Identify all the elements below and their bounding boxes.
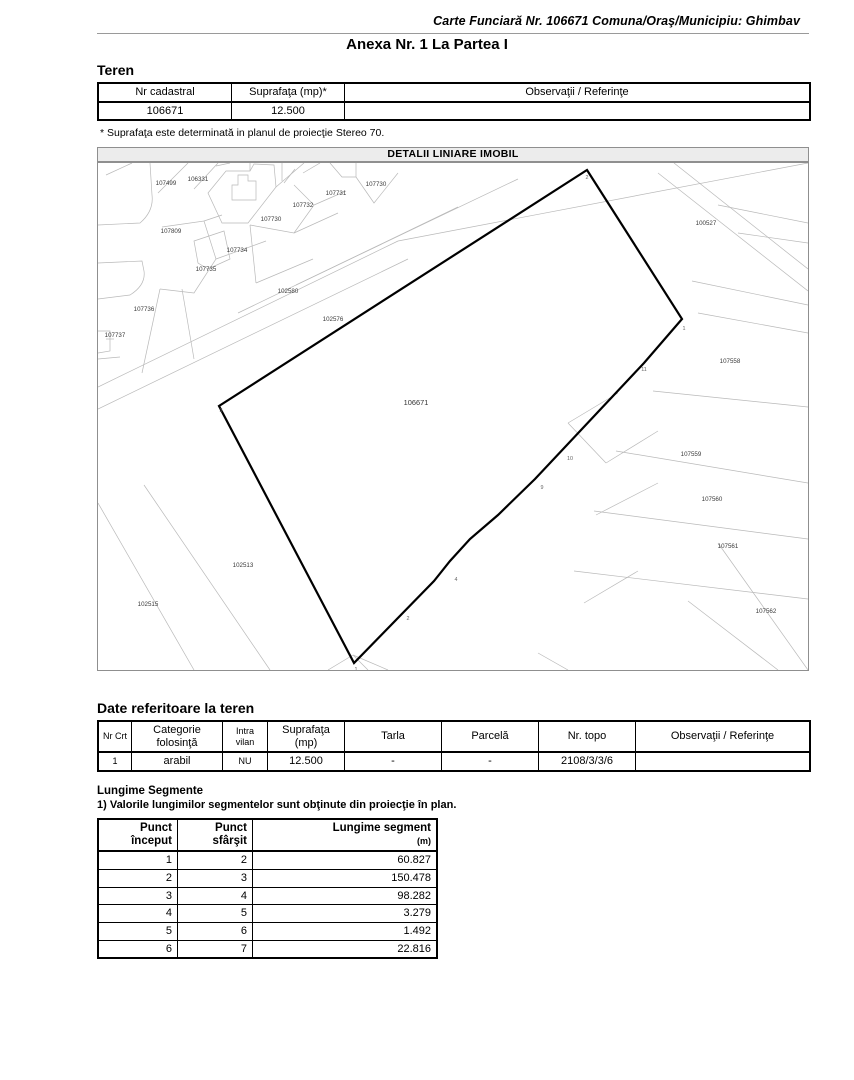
neighbor-parcel-label: 107734 [226,247,248,254]
cell-punct-sfarsit: 4 [178,887,253,905]
cadastral-map [97,147,809,671]
cell-lungime-segment: 1.492 [253,923,438,941]
neighbor-parcel-label: 106331 [187,176,209,183]
col-lungime-unit: (m) [417,836,431,847]
cell-punct-sfarsit: 3 [178,870,253,888]
map-vertex-labels [220,175,686,670]
neighbor-parcel-label: 102576 [322,316,344,323]
cell-punct-inceput: 2 [98,870,178,888]
cell-punct-inceput: 4 [98,905,178,923]
cell-categorie: arabil [132,752,223,771]
table-row [98,752,810,771]
col-punct-sfarsit: Punct sfârşit [178,819,253,851]
neighbor-parcel-label: 107809 [160,228,182,235]
map-vector [98,163,808,670]
cell-punct-inceput: 5 [98,923,178,941]
table-row [98,923,437,941]
neighbor-parcel-label: 107499 [155,180,177,187]
parcel-vertex-label: 10 [567,456,573,462]
cell-intravilan: NU [223,752,268,771]
cell-tarla: - [345,752,442,771]
date-teren-title: Date referitoare la teren [97,700,255,716]
cell-punct-inceput: 3 [98,887,178,905]
neighbor-parcel-label: 107731 [325,190,347,197]
cell-nr-crt: 1 [98,752,132,771]
col-observatii: Observaţii / Referinţe [345,83,811,102]
table-row [98,940,437,958]
parcel-vertex-label: 2 [406,616,410,622]
cell-observatii [345,102,811,121]
cell-lungime-segment: 150.478 [253,870,438,888]
neighbor-parcel-label: 102580 [277,288,299,295]
teren-section-title: Teren [97,62,135,78]
col-punct-inceput: Punct început [98,819,178,851]
cell-parcela: - [442,752,539,771]
teren-footnote: * Suprafaţa este determinată in planul de proiecţie Stereo 70. [100,127,385,139]
col-nr-crt: Nr Crt [98,721,132,752]
cell-lungime-segment: 3.279 [253,905,438,923]
table-row [98,102,810,121]
cell-punct-sfarsit: 7 [178,940,253,958]
neighbor-parcel-label: 102515 [137,601,159,608]
cell-lungime-segment: 22.816 [253,940,438,958]
cell-punct-inceput: 1 [98,851,178,869]
parcel-vertex-label: 3 [219,408,223,414]
neighbor-parcel-label: 107561 [717,543,739,550]
col-lungime-segment [253,819,438,851]
main-parcel-outline [219,170,682,663]
neighbor-parcel-label: 107558 [719,358,741,365]
table-row [98,887,437,905]
neighbor-parcel-label: 102513 [232,562,254,569]
cell-lungime-segment: 98.282 [253,887,438,905]
col-lungime-label: Lungime segment [332,822,431,834]
main-parcel-label: 106671 [403,398,429,407]
table-header-row [98,819,437,851]
header-divider [97,33,809,34]
col-intravilan: Intra vilan [223,721,268,752]
col-suprafata: Suprafaţa (mp) [268,721,345,752]
neighbor-parcel-label: 100527 [695,220,717,227]
page-title: Anexa Nr. 1 La Partea I [346,36,508,53]
col-nr-topo: Nr. topo [539,721,636,752]
table-header-row [98,721,810,752]
col-suprafata: Suprafaţa (mp)* [232,83,345,102]
segment-rows [98,851,437,958]
parcel-vertex-label: 9 [540,485,544,491]
neighbor-parcel-label: 107737 [104,332,126,339]
neighbor-parcel-label: 107730 [365,181,387,188]
neighbor-parcel-label: 107735 [195,266,217,273]
teren-table [97,82,811,121]
cell-nr-topo: 2108/3/3/6 [539,752,636,771]
map-title-bar: DETALII LINIARE IMOBIL [97,147,809,162]
neighbor-parcel-lines [98,163,808,670]
col-nr-cadastral: Nr cadastral [98,83,232,102]
table-row [98,905,437,923]
table-header-row [98,83,810,102]
table-row [98,870,437,888]
cell-punct-inceput: 6 [98,940,178,958]
date-teren-table [97,720,811,772]
cell-nr-cadastral: 106671 [98,102,232,121]
cell-lungime-segment: 60.827 [253,851,438,869]
cell-punct-sfarsit: 2 [178,851,253,869]
neighbor-parcel-label: 107560 [701,496,723,503]
cell-punct-sfarsit: 5 [178,905,253,923]
parcel-vertex-label: 2 [585,175,589,181]
neighbor-parcel-label: 107559 [680,451,702,458]
neighbor-parcel-label: 107562 [755,608,777,615]
neighbor-parcel-label: 107736 [133,306,155,313]
cell-observatii [636,752,811,771]
cell-suprafata: 12.500 [232,102,345,121]
parcel-vertex-label: 4 [454,577,458,583]
carte-funciara-header: Carte Funciară Nr. 106671 Comuna/Oraş/Municipiu: Ghimbav [433,14,800,28]
map-neighbor-labels [105,176,777,615]
parcel-vertex-label: 1 [682,326,686,332]
col-tarla: Tarla [345,721,442,752]
col-observatii: Observaţii / Referinţe [636,721,811,752]
col-categorie: Categorie folosinţă [132,721,223,752]
parcel-vertex-label: 11 [641,367,647,373]
map-canvas[interactable] [97,162,809,671]
col-parcela: Parcelă [442,721,539,752]
parcel-vertex-label: 1 [354,667,358,670]
cell-suprafata: 12.500 [268,752,345,771]
lungime-section-title: Lungime Segmente [97,785,204,797]
lungime-segmente-table [97,818,438,959]
lungime-section-note: 1) Valorile lungimilor segmentelor sunt obţinute din proiecţie în plan. [97,799,457,811]
neighbor-parcel-label: 107732 [292,202,314,209]
neighbor-parcel-label: 107730 [260,216,282,223]
cell-punct-sfarsit: 6 [178,923,253,941]
table-row [98,851,437,869]
